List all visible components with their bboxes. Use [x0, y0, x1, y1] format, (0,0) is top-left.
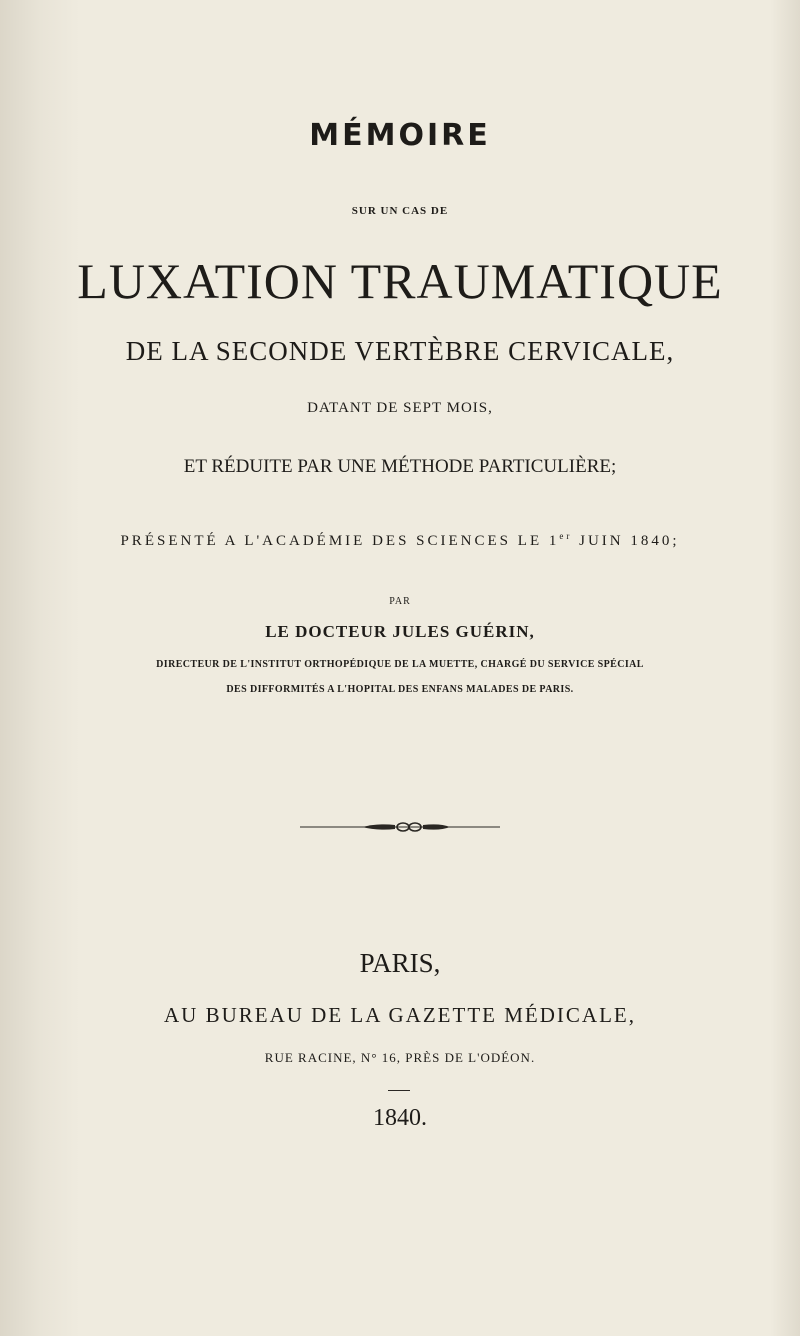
year: 1840.	[373, 1105, 427, 1131]
city: PARIS,	[359, 948, 441, 978]
title-line-2: DE LA SECONDE VERTÈBRE CERVICALE,	[125, 336, 675, 366]
title-line-3: DATANT DE SEPT MOIS,	[307, 400, 493, 416]
author-role-line-2: DES DIFFORMITÉS A L'HOPITAL DES ENFANS MALADES DE PARIS.	[226, 684, 574, 695]
presented-before: PRÉSENTÉ A L'ACADÉMIE DES SCIENCES LE 1	[120, 533, 560, 549]
title-line-4: ET RÉDUITE PAR UNE MÉTHODE PARTICULIÈRE;	[183, 456, 617, 477]
author-role-line-1: DIRECTEUR DE L'INSTITUT ORTHOPÉDIQUE DE LA MUETTE, CHARGÉ DU SERVICE SPÉCIAL	[156, 659, 644, 670]
publisher: AU BUREAU DE LA GAZETTE MÉDICALE,	[164, 1003, 636, 1027]
presented-line	[0, 533, 800, 550]
author-name: LE DOCTEUR JULES GUÉRIN,	[265, 622, 535, 641]
short-rule	[388, 1090, 410, 1091]
presented-superscript: er	[559, 531, 573, 541]
address: RUE RACINE, N° 16, PRÈS DE L'ODÉON.	[264, 1050, 536, 1065]
by-label: PAR	[389, 596, 411, 607]
presented-after: JUIN 1840;	[572, 533, 680, 549]
main-title: LUXATION TRAUMATIQUE	[77, 253, 723, 309]
memoire-heading: MÉMOIRE	[309, 118, 491, 153]
ornamental-divider	[300, 821, 500, 833]
subtitle-small: SUR UN CAS DE	[351, 205, 449, 217]
